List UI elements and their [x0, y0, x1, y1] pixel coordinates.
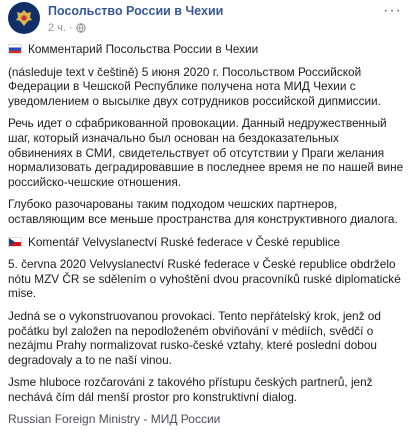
ru-heading-line — [8, 42, 404, 57]
globe-icon — [76, 23, 86, 33]
ru-paragraph-1: (následuje text v češtině) 5 июня 2020 г. Посольством Российской Федерации в Чешской Республике получена нота МИД Чехии с уведомлением о высылке двух сотрудников российской дипмиссии. — [8, 64, 381, 108]
cz-paragraph-2: Jedná se o vykonstruovanou provokaci. Tento nepřátelský krok, jenž od počátku byl založen na nepodloženém obviňování v médiích, svědčí o nezájmu Prahy normalizovat rusko-české vztahy, které poslední dobou degradovaly a to ne naší vinou. — [8, 308, 381, 367]
flag-russia-icon — [8, 44, 22, 54]
post-meta: 2 ч. · — [48, 22, 86, 34]
page-avatar[interactable] — [8, 2, 40, 34]
post-header — [8, 0, 404, 42]
ru-heading: Комментарий Посольства России в Чехии — [28, 42, 259, 56]
coat-of-arms-icon — [13, 7, 35, 29]
more-options-button[interactable]: ··· — [383, 2, 402, 19]
post-body — [8, 42, 404, 427]
source-attribution: Russian Foreign Ministry - МИД России — [8, 412, 221, 427]
ru-paragraph-2: Речь идет о сфабрикованной провокации. Данный недружественный шаг, который изначально был основан на бездоказательных обвинениях в СМИ, свидетельствует об отсутствии у Праги желания нормализовать деградировавшие в последнее время не по нашей вине российско-чешские отношения. — [8, 116, 404, 189]
ru-paragraph-3: Глубоко разочарованы таким подходом чешских партнеров, оставляющим все меньше пространства для конструктивного диалога. — [8, 197, 398, 226]
cz-paragraph-3: Jsme hluboce rozčarováni z takového přístupu českých partnerů, jenž nechává čím dál menší prostor pro konstruktivní dialog. — [8, 375, 373, 404]
post-timestamp[interactable]: 2 ч. — [48, 22, 66, 34]
cz-heading: Komentář Velvyslanectví Ruské federace v České republice — [28, 234, 341, 249]
cz-heading-line — [8, 235, 404, 250]
flag-czech-icon — [8, 237, 22, 247]
cz-paragraph-1: 5. června 2020 Velvyslanectví Ruské federace v České republice obdrželo nótu MZV ČR se sdělením o vyhoštění dvou pracovníků ruské diplomatické mise. — [8, 257, 401, 301]
page-name-link[interactable]: Посольство России в Чехии — [48, 4, 224, 18]
